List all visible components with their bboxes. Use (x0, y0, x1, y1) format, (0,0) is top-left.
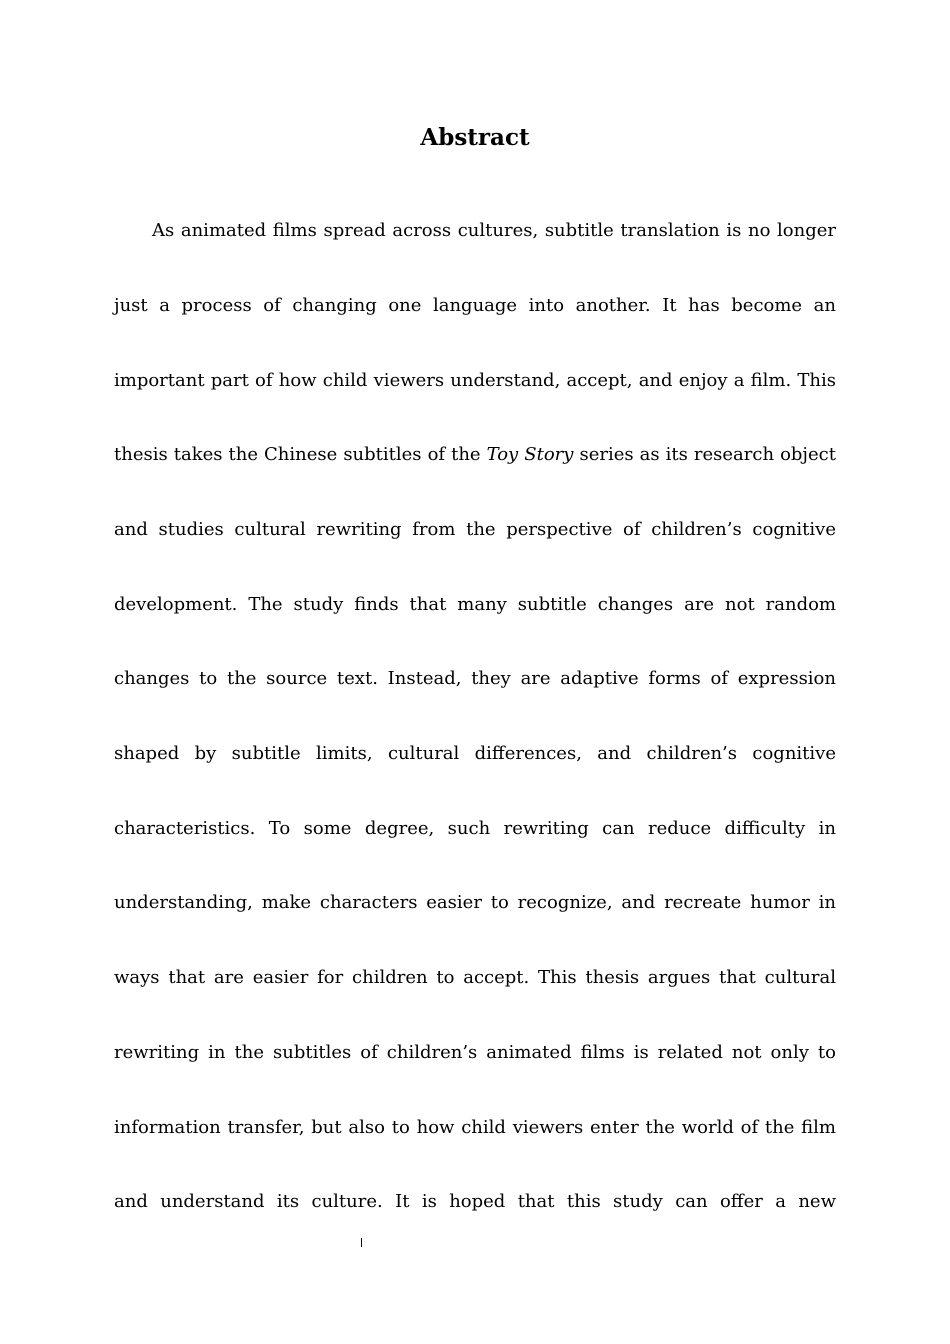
abstract-line: rewriting in the subtitles of children’s animated films is related not only to (114, 1042, 836, 1063)
abstract-line: and studies cultural rewriting from the perspective of children’s cognitive (114, 519, 836, 540)
page-number-mark (361, 1238, 362, 1247)
abstract-line: just a process of changing one language into another. It has become an (114, 295, 836, 316)
abstract-line: and understand its culture. It is hoped that this study can offer a new (114, 1191, 836, 1212)
abstract-line: important part of how child viewers understand, accept, and enjoy a film. This (114, 370, 836, 391)
abstract-line: information transfer, but also to how child viewers enter the world of the film (114, 1117, 836, 1138)
line-text-after: series as its research object (579, 444, 836, 465)
abstract-line: development. The study finds that many subtitle changes are not random (114, 594, 836, 615)
abstract-line-with-italic (114, 442, 836, 468)
abstract-line: changes to the source text. Instead, they are adaptive forms of expression (114, 668, 836, 689)
abstract-line: understanding, make characters easier to recognize, and recreate humor in (114, 892, 836, 913)
page-title: Abstract (420, 124, 530, 151)
line-text-before: thesis takes the Chinese subtitles of the (114, 444, 481, 465)
abstract-line: shaped by subtitle limits, cultural differences, and children’s cognitive (114, 743, 836, 764)
abstract-line: ways that are easier for children to accept. This thesis argues that cultural (114, 967, 836, 988)
abstract-line: As animated films spread across cultures, subtitle translation is no longer (152, 220, 836, 241)
film-title-italic: Toy Story (486, 444, 574, 465)
abstract-line: characteristics. To some degree, such rewriting can reduce difficulty in (114, 818, 836, 839)
